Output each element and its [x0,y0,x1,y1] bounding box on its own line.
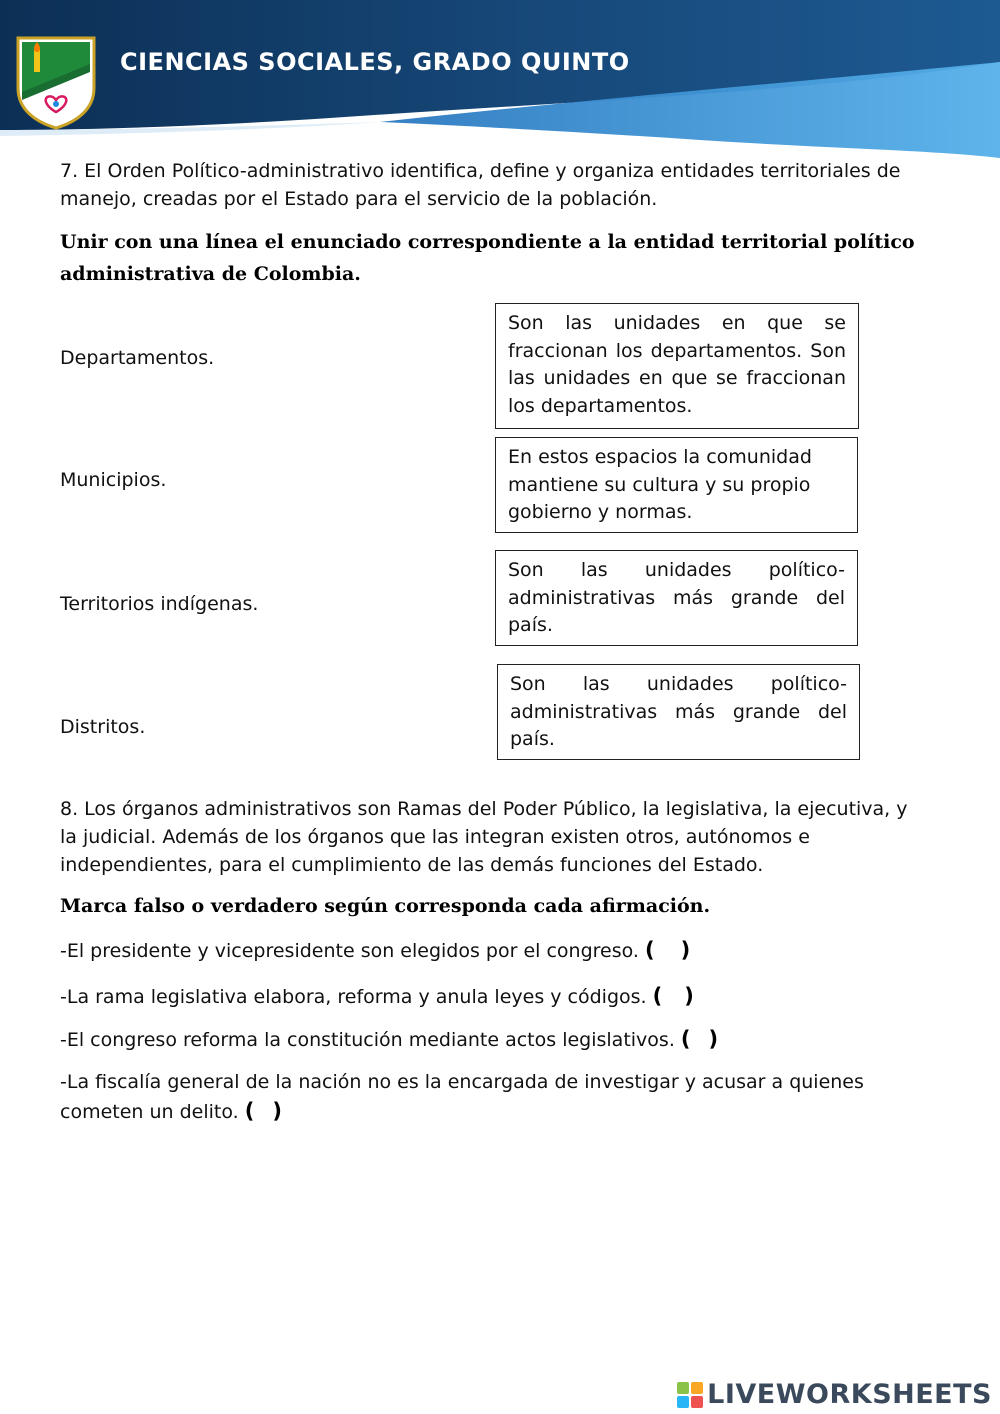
definition-box-4[interactable]: Son las unidades político-administrativas más grande del país. [497,664,860,760]
section-8-instruction: Marca falso o verdadero según corresponda cada afirmación. [60,895,711,917]
term-municipios[interactable]: Municipios. [60,469,167,491]
statement-2 [60,982,930,1012]
footer-brand: LIVEWORKSHEETS [707,1379,992,1410]
section-8-intro: 8. Los órganos administrativos son Ramas del Poder Público, la legislativa, la ejecutiva, y la judicial. Además de los órganos que las integran existen otros, autónomos e independientes, para el cumplimiento de las demás funciones del Estado. [60,798,908,876]
statement-2-text: -La rama legislativa elabora, reforma y anula leyes y códigos. [60,986,647,1008]
answer-field-4[interactable]: ( ) [244,1099,282,1123]
definition-box-1[interactable]: Son las unidades en que se fraccionan los departamentos. Son las unidades en que se fraccionan los departamentos. [495,303,859,429]
section-7-instruction: Unir con una línea el enunciado correspondiente a la entidad territorial político administrativa de Colombia. [60,231,915,285]
section-7-intro: 7. El Orden Político-administrativo identifica, define y organiza entidades territoriales de manejo, creadas por el Estado para el servicio de la población. [60,160,901,210]
term-distritos[interactable]: Distritos. [60,716,146,738]
page-title: CIENCIAS SOCIALES, GRADO QUINTO [120,48,630,76]
answer-field-2[interactable]: ( ) [652,984,694,1008]
answer-field-1[interactable]: ( ) [644,938,691,962]
statement-4 [60,1068,930,1127]
term-territorios-indigenas[interactable]: Territorios indígenas. [60,593,259,615]
liveworksheets-logo [677,1379,992,1410]
statement-1-text: -El presidente y vicepresidente son elegidos por el congreso. [60,940,639,962]
header-banner [0,0,1000,160]
answer-field-3[interactable]: ( ) [680,1027,719,1051]
liveworksheets-badge-icon [677,1382,703,1408]
statement-3 [60,1025,930,1055]
school-crest-icon [10,30,102,130]
statement-1 [60,936,930,966]
statement-4-text: -La fiscalía general de la nación no es la encargada de investigar y acusar a quienes cometen un delito. [60,1071,864,1123]
term-departamentos[interactable]: Departamentos. [60,347,215,369]
definition-box-3[interactable]: Son las unidades político-administrativas más grande del país. [495,550,858,646]
definition-box-2[interactable]: En estos espacios la comunidad mantiene su cultura y su propio gobierno y normas. [495,437,858,533]
statement-3-text: -El congreso reforma la constitución mediante actos legislativos. [60,1029,675,1051]
